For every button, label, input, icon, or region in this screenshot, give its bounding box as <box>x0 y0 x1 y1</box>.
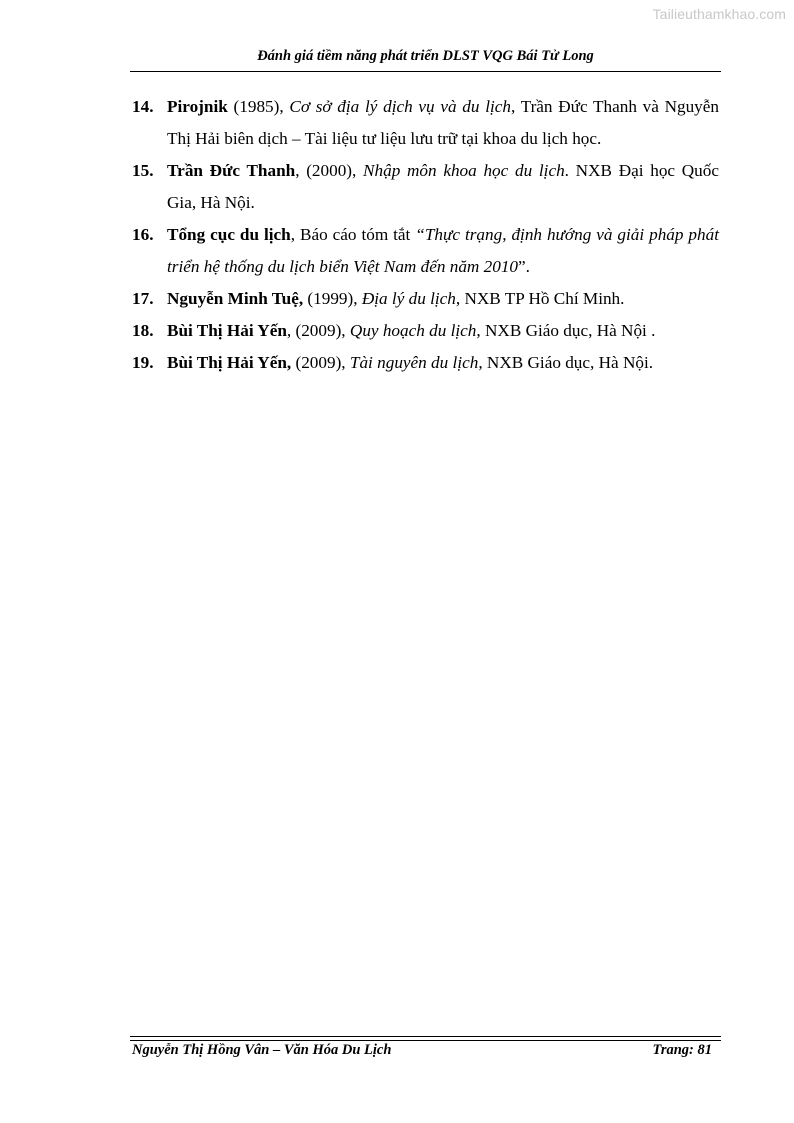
reference-text: (1985), <box>227 97 290 116</box>
page-number: Trang: 81 <box>652 1042 712 1058</box>
reference-item-19 <box>132 347 719 379</box>
reference-item-17 <box>132 283 719 315</box>
reference-number: 15. <box>132 161 154 180</box>
reference-text: , Báo cáo tóm tắt <box>290 225 416 244</box>
watermark: Tailieuthamkhao.com <box>652 6 786 22</box>
reference-text: . NXB Đại học Quốc Gia, Hà Nội. <box>167 161 719 212</box>
reference-author: Bùi Thị Hải Yến <box>167 321 287 340</box>
reference-number: 16. <box>132 225 154 244</box>
reference-text: , (2009), <box>286 321 350 340</box>
reference-title: Quy hoạch du lịch <box>349 321 477 340</box>
reference-text: (2009), <box>291 353 350 372</box>
reference-title: “Thực trạng, định hướng và giải pháp phát triển hệ thống du lịch biển Việt Nam đến năm 2010 <box>167 225 719 276</box>
reference-author: Trần Đức Thanh <box>167 161 296 180</box>
header-rule <box>130 71 721 72</box>
reference-title: Cơ sở địa lý dịch vụ và du lịch <box>289 97 511 116</box>
reference-author: Tổng cục du lịch <box>167 225 291 244</box>
reference-author: Bùi Thị Hải Yến, <box>167 353 292 372</box>
reference-text: ”. <box>518 257 530 276</box>
reference-title: Nhập môn khoa học du lịch <box>363 161 565 180</box>
page-header-title: Đánh giá tiềm năng phát triển DLST VQG Bái Tử Long <box>257 48 594 64</box>
reference-text: , NXB Giáo dục, Hà Nội . <box>476 321 656 340</box>
reference-author: Nguyễn Minh Tuệ, <box>167 289 304 308</box>
reference-text: , NXB Giáo dục, Hà Nội. <box>478 353 654 372</box>
reference-text: (1999), <box>303 289 362 308</box>
reference-title: Tài nguyên du lịch <box>349 353 479 372</box>
reference-text: , Trần Đức Thanh và Nguyễn Thị Hải biên dịch – Tài liệu tư liệu lưu trữ tại khoa du lịch học. <box>167 97 719 148</box>
reference-text: , NXB TP Hồ Chí Minh. <box>455 289 625 308</box>
footer-author: Nguyễn Thị Hồng Vân – Văn Hóa Du Lịch <box>132 1042 392 1058</box>
reference-item-15 <box>132 155 719 219</box>
reference-number: 19. <box>132 353 154 372</box>
reference-title: Địa lý du lịch <box>361 289 456 308</box>
reference-author: Pirojnik <box>167 97 228 116</box>
reference-number: 14. <box>132 97 154 116</box>
reference-text: , (2000), <box>295 161 364 180</box>
reference-list <box>132 91 719 379</box>
reference-item-14 <box>132 91 719 155</box>
reference-number: 17. <box>132 289 154 308</box>
reference-item-16 <box>132 219 719 283</box>
footer-rule <box>130 1036 721 1041</box>
reference-item-18 <box>132 315 719 347</box>
reference-number: 18. <box>132 321 154 340</box>
